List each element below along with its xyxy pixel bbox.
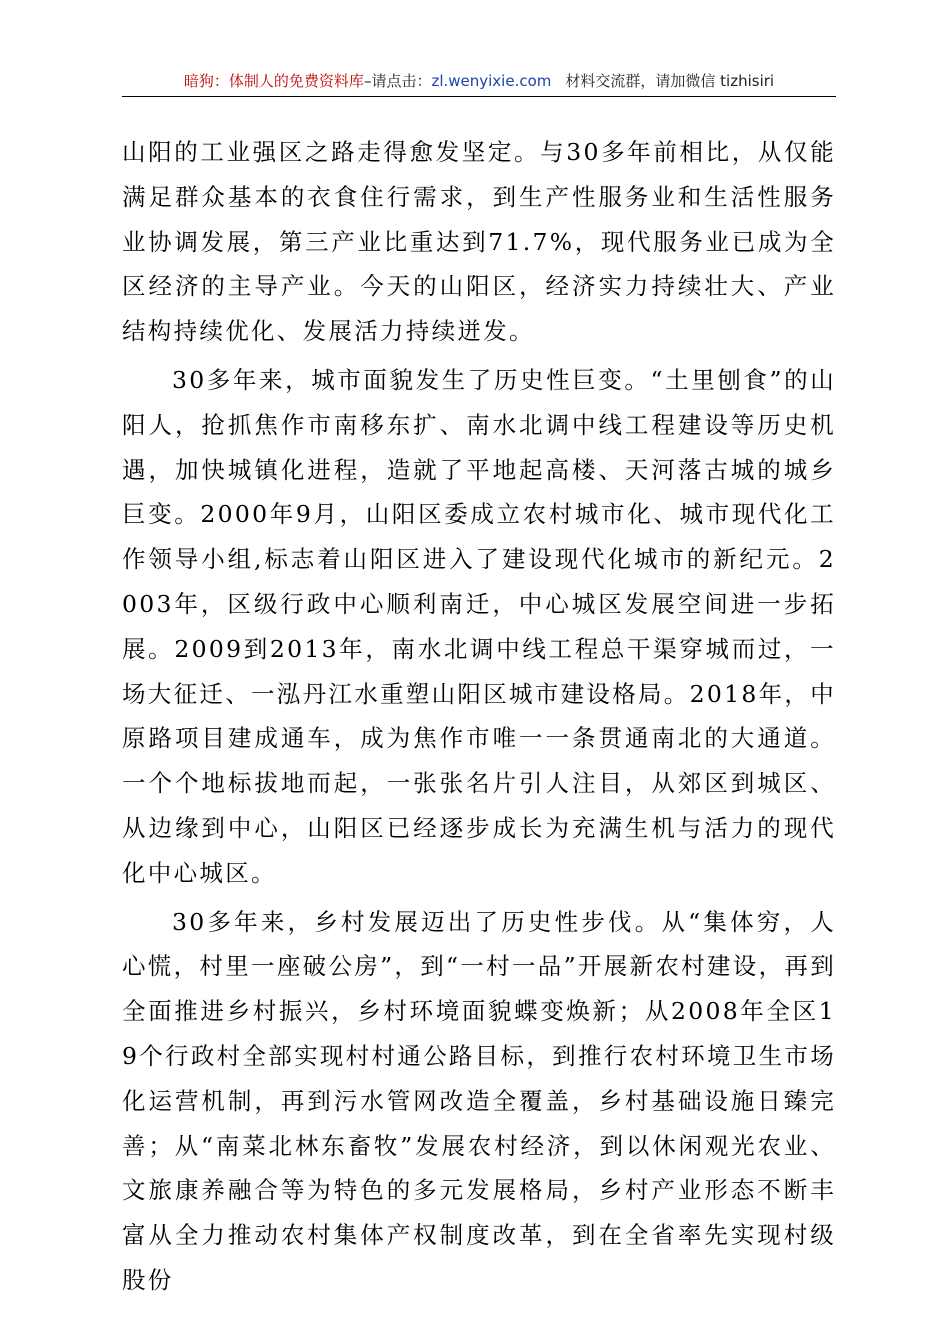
paragraph-1: 山阳的工业强区之路走得愈发坚定。与30多年前相比，从仅能满足群众基本的衣食住行需求，到生产性服务业和生活性服务业协调发展，第三产业比重达到71.7%，现代服务业已成为全区经济的主导产业。今天的山阳区，经济实力持续壮大、产业结构持续优化、发展活力持续迸发。 bbox=[122, 138, 836, 346]
page-header bbox=[122, 66, 836, 96]
paragraph-2: 30多年来，城市面貌发生了历史性巨变。“土里刨食”的山阳人，抢抓焦作市南移东扩、南水北调中线工程建设等历史机遇，加快城镇化进程，造就了平地起高楼、天河落古城的城乡巨变。2000年9月，山阳区委成立农村城市化、城市现代化工作领导小组,标志着山阳区进入了建设现代化城市的新纪元。2003年，区级行政中心顺利南迁，中心城区发展空间进一步拓展。2009到2013年，南水北调中线工程总干渠穿城而过，一场大征迁、一泓丹江水重塑山阳区城市建设格局。2018年，中原路项目建成通车，成为焦作市唯一一条贯通南北的大通道。一个个地标拔地而起，一张张名片引人注目，从郊区到城区、从边缘到中心，山阳区已经逐步成长为充满生机与活力的现代化中心城区。 bbox=[122, 365, 837, 887]
paragraph-3: 30多年来，乡村发展迈出了历史性步伐。从“集体穷，人心慌，村里一座破公房”，到“一村一品”开展新农村建设，再到全面推进乡村振兴，乡村环境面貌蝶变焕新；从2008年全区19个行政村全部实现村村通公路目标，到推行农村环境卫生市场化运营机制，再到污水管网改造全覆盖，乡村基础设施日臻完善；从“南菜北林东畜牧”发展农村经济，到以休闲观光农业、文旅康养融合等为特色的多元发展格局，乡村产业形态不断丰富从全力推动农村集体产权制度改革，到在全省率先实现村级股份 bbox=[122, 907, 836, 1294]
header-brand: 暗狗：体制人的免费资料库 bbox=[183, 72, 364, 90]
header-prompt: –请点击： bbox=[363, 72, 432, 90]
header-link[interactable]: zl.wenyixie.com bbox=[431, 72, 552, 90]
header-divider bbox=[122, 96, 836, 97]
header-contact: 材料交流群，请加微信 tizhisiri bbox=[565, 72, 775, 90]
article-body bbox=[122, 130, 836, 1307]
